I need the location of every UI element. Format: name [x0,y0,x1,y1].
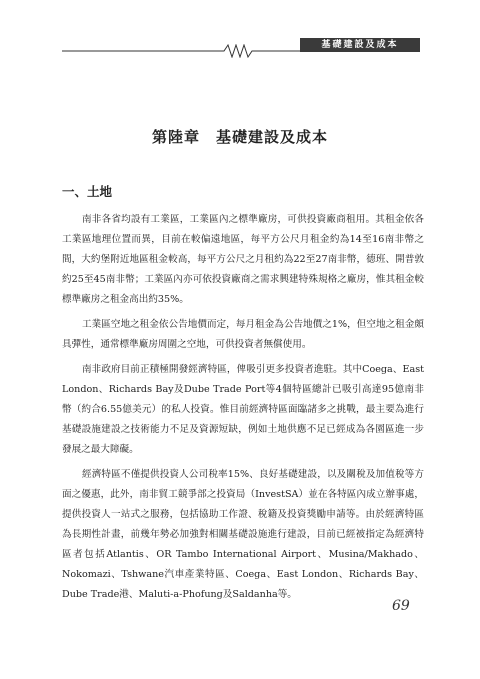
paragraph: 工業區空地之租金依公告地價而定，每月租金為公告地價之1%，但空地之租金頗具彈性，通常標準廠房周圍之空地，可供投資者無償使用。 [62,319,424,350]
paragraph: 南非各省均設有工業區，工業區內之標準廠房，可供投資廠商租用。其租金依各工業區地理位置而異，目前在較偏遠地區，每平方公尺月租金約為14至16南非幣之間，大約堡附近地區租金較高，每平方公尺之月租約為22至27南非幣，德班、開普敦約25至45南非幣；工業區內亦可依投資廠商之需求興建特殊規格之廠房，惟其租金較標準廠房之租金高出約35%。 [62,214,424,305]
body-text [62,210,424,610]
running-header-title: 基礎建設及成本 [300,38,420,52]
chapter-title: 第陸章 基礎建設及成本 [151,128,328,146]
page-number: 69 [392,598,410,614]
paragraph: 經濟特區不僅提供投資人公司稅率15%、良好基礎建設，以及關稅及加值稅等方面之優惠，此外，南非貿工競爭部之投資局（InvestSA）並在各特區內成立辦事處，提供投資人一站式之服務，包括協助工作證、稅籍及投資獎勵申請等。由於經濟特區為長期性計畫，前幾年勢必加強對相關基礎設施進行建設，目前已經被指定為經濟特區者包括Atlantis、OR Tambo International Airport、Musina/Makhado、Nokomazi、Tshwane汽車產業特區、Coega、East London、Richards Bay、Dube Trade港、Maluti-a-Phofung及Saldanha等。 [62,469,424,600]
paragraph: 南非政府目前正積極開發經濟特區，俾吸引更多投資者進駐。其中Coega、East London、Richards Bay及Dube Trade Port等4個特區總計已吸引高達95億南非幣（約合6.55億美元）的私人投資。惟目前經濟特區面臨諸多之挑戰，最主要為進行基礎設施建設之技術能力不足及資源短缺，例如土地供應不足已經成為各園區進一步發展之最大障礙。 [62,364,424,455]
section-heading: 一、土地 [62,184,113,199]
